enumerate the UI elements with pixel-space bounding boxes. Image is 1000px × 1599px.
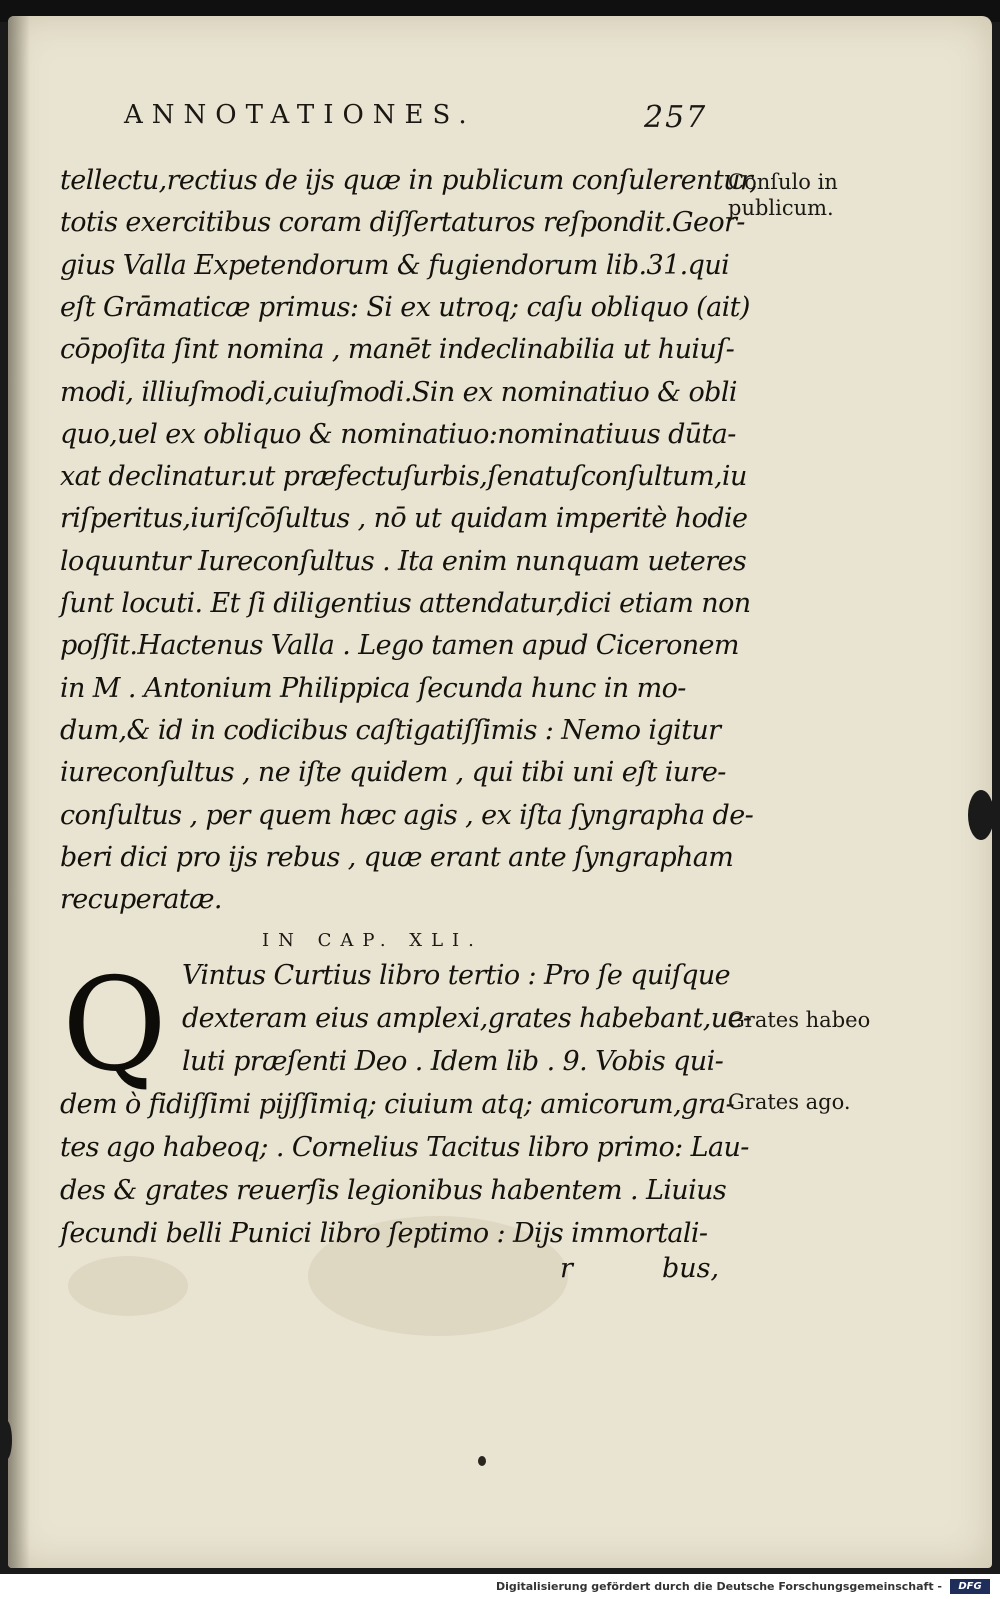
text-line: loquuntur Iureconſultus . Ita enim nunquam ueteres xyxy=(60,545,747,577)
page-edge-damage xyxy=(968,790,994,840)
paper-stain xyxy=(68,1256,188,1316)
drop-initial: Q xyxy=(62,951,167,1100)
text-line: cōpoſita ſint nomina , manēt indeclinabilia ut huiuſ- xyxy=(60,334,735,366)
text-line: luti præſenti Deo . Idem lib . 9. Vobis qui- xyxy=(182,1046,724,1077)
text-line: eſt Grāmaticæ primus: Si ex utroq; caſu obliquo (ait) xyxy=(60,291,750,323)
text-line: in M . Antonium Philippica ſecunda hunc in mo- xyxy=(60,672,686,704)
margin-note: Grates ago. xyxy=(728,1090,851,1114)
text-line: totis exercitibus coram diſſertaturos reſpondit.Geor- xyxy=(60,207,745,239)
text-line: recuperatæ. xyxy=(60,884,222,916)
text-line: modi, illiuſmodi,cuiuſmodi.Sin ex nominatiuo & obli xyxy=(60,376,737,408)
page-edge-damage xyxy=(0,1420,12,1460)
catchword: bus, xyxy=(662,1253,720,1284)
running-title: ANNOTATIONES. xyxy=(124,100,476,130)
margin-note: publicum. xyxy=(728,196,834,220)
footer-credit: Digitalisierung gefördert durch die Deutsche Forschungsgemeinschaft - xyxy=(495,1580,942,1593)
text-line: poſſit.Hactenus Valla . Lego tamen apud Ciceronem xyxy=(60,630,739,662)
text-line: xat declinatur.ut præfectuſurbis,ſenatuſconſultum,iu xyxy=(60,461,747,493)
text-line: ſecundi belli Punici libro ſeptimo : Dijs immortali- xyxy=(60,1218,708,1249)
margin-note: Conſulo in xyxy=(728,170,838,194)
footer-bar xyxy=(0,1574,1000,1599)
text-line: iureconſultus , ne iſte quidem , qui tibi uni eſt iure- xyxy=(60,757,726,789)
text-line: riſperitus,iuriſcōſultus , nō ut quidam imperitè hodie xyxy=(60,503,748,535)
gutter-shadow xyxy=(8,16,30,1568)
text-line: tellectu,rectius de ijs quæ in publicum conſulerentur, xyxy=(60,165,758,196)
ink-dot xyxy=(478,1456,486,1466)
text-line: quo,uel ex obliquo & nominatiuo:nominatiuus dūta- xyxy=(60,418,736,450)
text-line: dem ò fidiſſimi pijſſimiq; ciuium atq; amicorum,gra- xyxy=(60,1089,735,1120)
signature-mark: r xyxy=(560,1253,573,1284)
page-number: 257 xyxy=(644,100,708,135)
margin-note: Grates habeo xyxy=(728,1008,871,1032)
text-line: tes ago habeoq; . Cornelius Tacitus libro primo: Lau- xyxy=(60,1132,749,1163)
text-line: Vintus Curtius libro tertio : Pro ſe quiſque xyxy=(182,960,731,991)
chapter-heading: IN CAP. XLI. xyxy=(262,930,483,951)
dfg-logo: DFG xyxy=(950,1579,990,1594)
text-line: conſultus , per quem hæc agis , ex iſta ſyngrapha de- xyxy=(60,799,754,831)
text-line: dum,& id in codicibus caſtigatiſſimis : Nemo igitur xyxy=(60,714,721,746)
text-line: ſunt locuti. Et ſi diligentius attendatur,dici etiam non xyxy=(60,588,751,619)
text-line: beri dici pro ijs rebus , quæ erant ante ſyngrapham xyxy=(60,841,734,873)
text-line: des & grates reuerſis legionibus habentem . Liuius xyxy=(60,1175,727,1206)
text-line: gius Valla Expetendorum & fugiendorum lib.31.qui xyxy=(60,249,730,281)
text-line: dexteram eius amplexi,grates habebant,ue- xyxy=(182,1003,752,1034)
